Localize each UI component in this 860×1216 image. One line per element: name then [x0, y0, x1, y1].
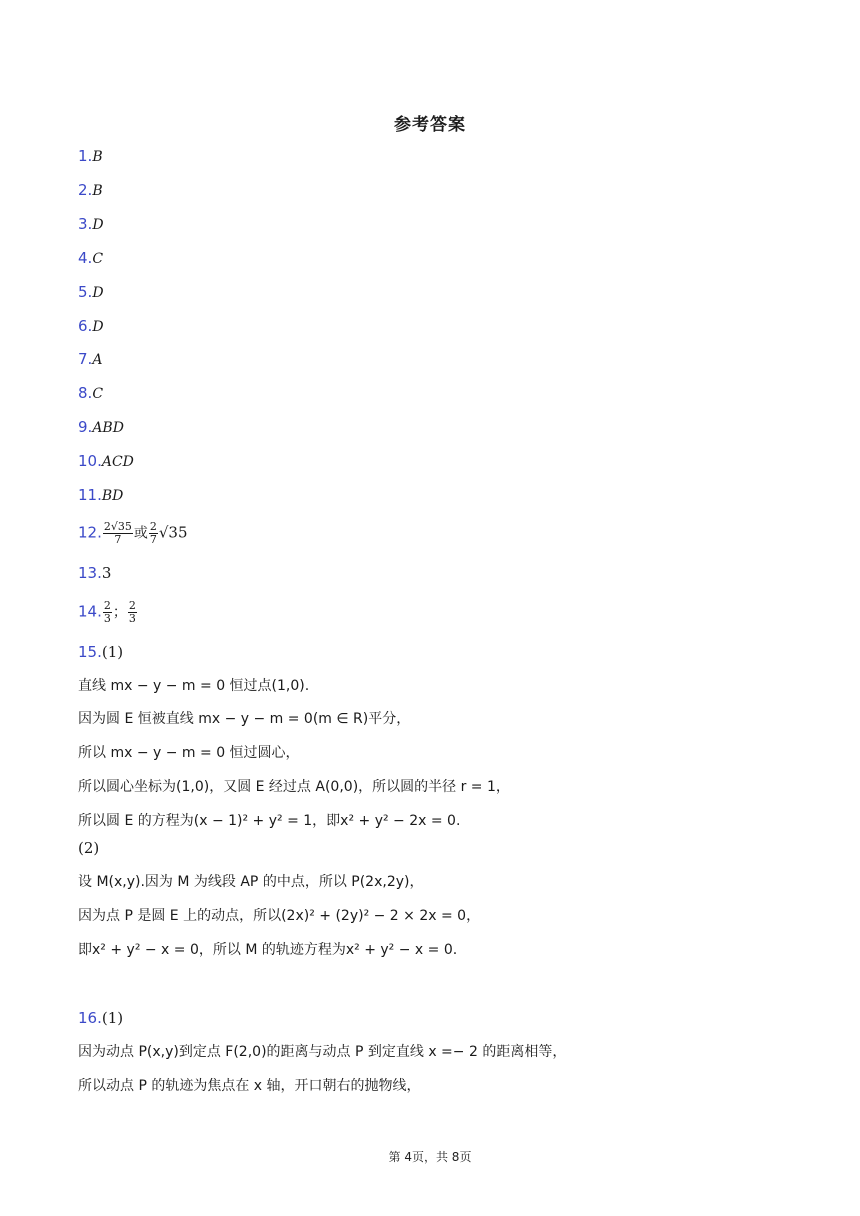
answer-10: [78, 451, 134, 472]
question-number: 2.: [78, 181, 93, 199]
answer-text: B: [92, 149, 103, 165]
answer-3: [78, 214, 104, 235]
answer-5: [78, 282, 104, 303]
part-label: (1): [101, 643, 124, 661]
question-number: 5.: [78, 283, 93, 301]
question-number: 4.: [78, 249, 93, 267]
part-label: (2): [78, 839, 100, 857]
question-number: 6.: [78, 317, 93, 335]
solution-line: 因为动点 P(x,y)到定点 F(2,0)的距离与动点 P 到定直线 x =− 2 的距离相等，: [78, 1044, 567, 1060]
fraction-denominator: 3: [128, 612, 136, 625]
fraction-denominator: 7: [149, 533, 157, 546]
answer-text: 3: [101, 564, 112, 582]
solution-line: 直线 mx − y − m = 0 恒过点(1,0).: [78, 678, 310, 694]
fraction-denominator: 7: [114, 533, 122, 546]
fraction-numerator: 2: [128, 599, 136, 612]
connector-text: 或: [133, 525, 148, 542]
sqrt-expression: √35: [158, 523, 188, 542]
question-number: 1.: [78, 147, 93, 165]
solution-line: 所以动点 P 的轨迹为焦点在 x 轴，开口朝右的抛物线，: [78, 1078, 421, 1094]
question-number: 9.: [78, 418, 93, 436]
answer-13: [78, 563, 111, 583]
answer-14: [78, 600, 138, 625]
question-number: 13.: [78, 564, 102, 582]
solution-line: 即x² + y² − x = 0，所以 M 的轨迹方程为x² + y² − x = 0.: [78, 942, 458, 958]
answer-9: [78, 417, 124, 438]
separator-text: ；: [112, 604, 127, 621]
fraction: [103, 600, 112, 625]
answer-text: A: [92, 352, 103, 368]
answer-text: D: [92, 319, 104, 335]
answer-11: [78, 485, 123, 506]
fraction: [103, 521, 133, 546]
question-number: 16.: [78, 1009, 102, 1027]
fraction-numerator: 2: [103, 599, 111, 612]
question-number: 7.: [78, 350, 93, 368]
solution-line: 所以 mx − y − m = 0 恒过圆心，: [78, 745, 300, 761]
question-number: 8.: [78, 384, 93, 402]
fraction: [128, 600, 137, 625]
answer-15-header: [78, 642, 123, 662]
answer-6: [78, 316, 104, 337]
page-footer: 第 4页，共 8页: [388, 1150, 472, 1164]
answer-8: [78, 383, 103, 404]
question-number: 15.: [78, 643, 102, 661]
answer-7: [78, 349, 102, 370]
answer-text: C: [92, 386, 104, 402]
fraction-numerator: 2: [149, 520, 157, 533]
answer-16-header: [78, 1008, 123, 1028]
part-label: (1): [101, 1009, 124, 1027]
answer-text: C: [92, 251, 104, 267]
answer-text: ABD: [92, 420, 124, 436]
question-number: 12.: [78, 523, 102, 542]
answer-text: BD: [101, 488, 124, 504]
solution-line: 设 M(x,y).因为 M 为线段 AP 的中点，所以 P(2x,2y)，: [78, 874, 424, 890]
answer-text: B: [92, 183, 103, 199]
solution-line: 所以圆心坐标为(1,0)，又圆 E 经过点 A(0,0)，所以圆的半径 r = 1，: [78, 779, 510, 795]
answer-text: ACD: [101, 454, 134, 470]
question-number: 11.: [78, 486, 102, 504]
answer-12: [78, 521, 188, 546]
question-number: 10.: [78, 452, 102, 470]
fraction-denominator: 3: [103, 612, 111, 625]
solution-line: 因为点 P 是圆 E 上的动点，所以(2x)² + (2y)² − 2 × 2x = 0，: [78, 908, 481, 924]
answer-1: [78, 146, 103, 167]
fraction: [149, 521, 158, 546]
solution-line: 因为圆 E 恒被直线 mx − y − m = 0(m ∈ R)平分，: [78, 711, 411, 727]
page-title: 参考答案: [394, 115, 466, 135]
solution-line: 所以圆 E 的方程为(x − 1)² + y² = 1，即x² + y² − 2x = 0.: [78, 813, 461, 829]
fraction-numerator: 2√35: [103, 520, 132, 533]
question-number: 14.: [78, 602, 102, 621]
answer-text: D: [92, 285, 104, 301]
answer-2: [78, 180, 103, 201]
question-number: 3.: [78, 215, 93, 233]
answer-4: [78, 248, 103, 269]
answer-text: D: [92, 217, 104, 233]
